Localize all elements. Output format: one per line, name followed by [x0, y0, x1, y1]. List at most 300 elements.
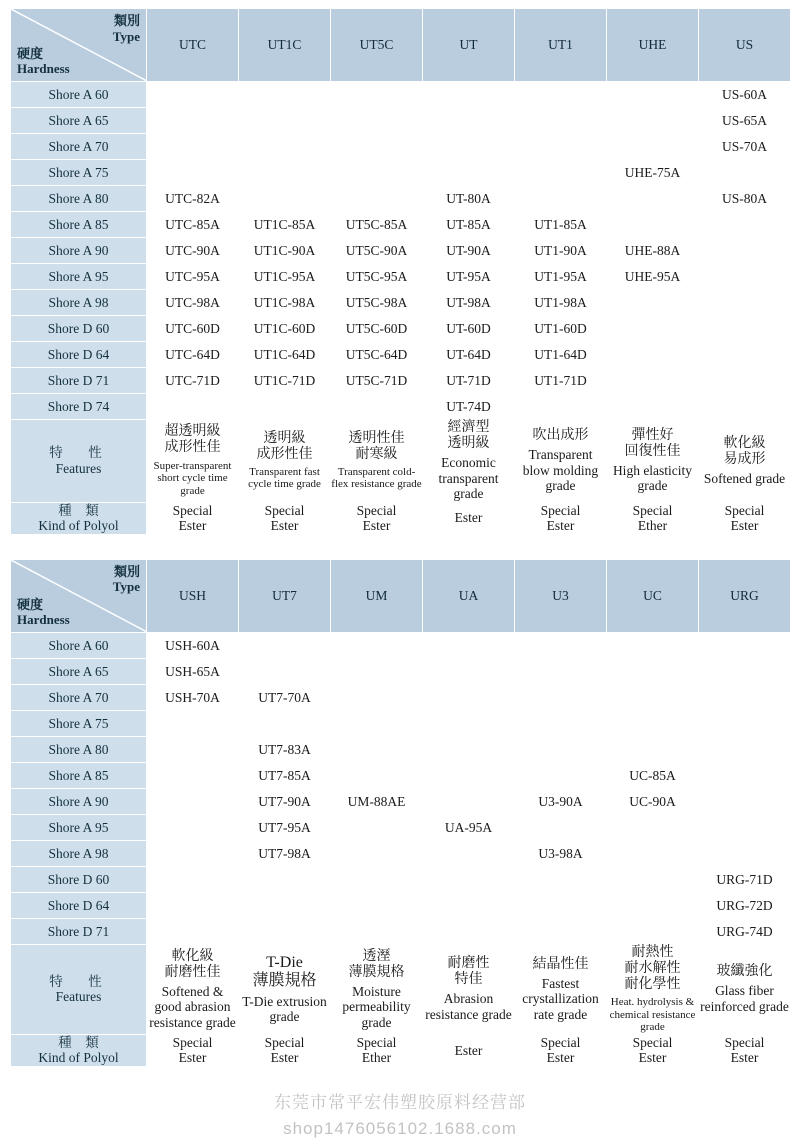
column-header-utc: UTC	[147, 9, 239, 82]
feature-cell	[147, 944, 239, 1034]
corner-type-label	[113, 564, 140, 595]
feature-text-en: Glass fiber reinforced grade	[700, 983, 789, 1014]
hardness-label: Shore D 60	[11, 866, 147, 892]
grade-cell	[331, 186, 423, 212]
kind-cell: Special Ether	[331, 1034, 423, 1066]
hardness-label: Shore A 65	[11, 658, 147, 684]
grade-cell: UT1-85A	[515, 212, 607, 238]
table-row	[11, 212, 791, 238]
column-header-urg: URG	[699, 559, 791, 632]
grade-cell	[331, 82, 423, 108]
grade-cell: US-65A	[699, 108, 791, 134]
grade-cell	[515, 892, 607, 918]
feature-cell	[331, 420, 423, 503]
grade-cell	[239, 160, 331, 186]
table-row	[11, 394, 791, 420]
feature-cell	[331, 944, 423, 1034]
grade-cell	[147, 160, 239, 186]
corner-hardness-label	[17, 46, 70, 77]
grade-cell	[423, 736, 515, 762]
header-corner-cell	[11, 559, 147, 632]
table-row	[11, 788, 791, 814]
feature-text-cn: 耐磨性 特佳	[447, 956, 490, 988]
grade-cell: UT7-85A	[239, 762, 331, 788]
grade-cell	[699, 394, 791, 420]
grade-cell: U3-98A	[515, 840, 607, 866]
kind-cell: Special Ester	[331, 502, 423, 534]
grade-cell	[423, 160, 515, 186]
feature-cell	[423, 944, 515, 1034]
grade-cell	[515, 82, 607, 108]
column-header-um: UM	[331, 559, 423, 632]
table-row	[11, 710, 791, 736]
table-row	[11, 866, 791, 892]
features-label-en: Features	[55, 460, 102, 476]
corner-hardness-cn: 硬度	[17, 596, 44, 612]
hardness-label: Shore A 85	[11, 212, 147, 238]
grade-cell: UT1C-90A	[239, 238, 331, 264]
corner-inner	[11, 560, 146, 632]
kind-label-cn: 種 類	[58, 1034, 99, 1050]
grade-cell	[699, 212, 791, 238]
feature-cell	[607, 420, 699, 503]
feature-cell	[515, 420, 607, 503]
kind-cell: Special Ester	[699, 1034, 791, 1066]
grade-cell	[423, 134, 515, 160]
features-label	[11, 944, 147, 1034]
kind-cell: Special Ether	[607, 502, 699, 534]
hardness-label: Shore A 65	[11, 108, 147, 134]
kind-cell: Special Ester	[515, 1034, 607, 1066]
grade-cell	[515, 710, 607, 736]
grade-cell	[515, 736, 607, 762]
grade-cell	[699, 762, 791, 788]
grade-cell	[607, 316, 699, 342]
grade-cell	[331, 684, 423, 710]
grade-cell: UT1-64D	[515, 342, 607, 368]
grade-cell	[239, 632, 331, 658]
grade-cell: UT-80A	[423, 186, 515, 212]
corner-hardness-label	[17, 597, 70, 628]
grade-cell: UT1-98A	[515, 290, 607, 316]
grade-cell	[515, 658, 607, 684]
grade-cell	[607, 212, 699, 238]
grade-cell	[699, 316, 791, 342]
grade-cell: UT5C-71D	[331, 368, 423, 394]
corner-hardness-en: Hardness	[17, 612, 70, 628]
watermark-line-1: 东莞市常平宏伟塑胶原料经营部	[274, 1093, 526, 1112]
grade-cell: UT7-98A	[239, 840, 331, 866]
grade-cell: UT5C-60D	[331, 316, 423, 342]
table-row	[11, 134, 791, 160]
grade-cell	[331, 892, 423, 918]
grade-cell	[423, 632, 515, 658]
grade-cell	[147, 814, 239, 840]
grade-cell: UT5C-90A	[331, 238, 423, 264]
grade-cell	[147, 394, 239, 420]
grade-cell	[699, 684, 791, 710]
feature-cell	[239, 420, 331, 503]
grade-cell: UT-74D	[423, 394, 515, 420]
grade-cell: UT1C-85A	[239, 212, 331, 238]
grade-cell: UC-90A	[607, 788, 699, 814]
grade-cell	[331, 762, 423, 788]
hardness-label: Shore A 60	[11, 82, 147, 108]
grade-cell: UT1C-64D	[239, 342, 331, 368]
grade-cell	[423, 684, 515, 710]
feature-text-en: T-Die extrusion grade	[242, 993, 327, 1025]
corner-type-label	[113, 13, 140, 44]
grade-cell: U3-90A	[515, 788, 607, 814]
column-header-ush: USH	[147, 559, 239, 632]
grade-cell: UT5C-64D	[331, 342, 423, 368]
table-row	[11, 316, 791, 342]
table-row	[11, 238, 791, 264]
grade-cell	[607, 658, 699, 684]
kind-label-en: Kind of Polyol	[38, 1050, 119, 1066]
header-row	[11, 9, 791, 82]
corner-hardness-cn: 硬度	[17, 45, 44, 61]
grade-cell: US-60A	[699, 82, 791, 108]
corner-inner	[11, 9, 146, 81]
grade-cell	[607, 684, 699, 710]
table-row	[11, 108, 791, 134]
grade-cell: UTC-95A	[147, 264, 239, 290]
grade-cell	[607, 368, 699, 394]
table-row	[11, 684, 791, 710]
grade-cell	[239, 108, 331, 134]
hardness-label: Shore A 75	[11, 160, 147, 186]
feature-text-en: Transparent fast cycle time grade	[248, 465, 321, 491]
grade-cell	[607, 342, 699, 368]
table-row	[11, 264, 791, 290]
corner-type-cn: 類別	[113, 13, 140, 28]
grade-cell	[147, 108, 239, 134]
grade-cell	[515, 394, 607, 420]
grade-cell	[699, 238, 791, 264]
grade-cell: UT1-71D	[515, 368, 607, 394]
grade-cell: UT1C-71D	[239, 368, 331, 394]
grade-cell: UT7-90A	[239, 788, 331, 814]
kind-row	[11, 502, 791, 534]
table-row	[11, 840, 791, 866]
grade-cell: UTC-82A	[147, 186, 239, 212]
grade-cell: UTC-98A	[147, 290, 239, 316]
column-header-uc: UC	[607, 559, 699, 632]
grade-cell: UT-90A	[423, 238, 515, 264]
hardness-label: Shore D 60	[11, 316, 147, 342]
grade-cell	[239, 918, 331, 944]
feature-text-cn: 玻纖強化	[716, 964, 773, 980]
grade-cell	[331, 134, 423, 160]
grade-cell	[699, 840, 791, 866]
column-header-ua: UA	[423, 559, 515, 632]
grade-cell	[331, 918, 423, 944]
grade-cell: UT-60D	[423, 316, 515, 342]
grade-cell	[239, 866, 331, 892]
feature-text-en: Moisture permeability grade	[342, 983, 411, 1030]
feature-text-en: High elasticity grade	[612, 462, 693, 494]
table-row	[11, 918, 791, 944]
grade-cell	[699, 814, 791, 840]
kind-label-cn: 種 類	[58, 502, 99, 518]
hardness-label: Shore D 64	[11, 892, 147, 918]
corner-type-cn: 類別	[113, 563, 140, 579]
column-header-us: US	[699, 9, 791, 82]
grade-cell	[699, 290, 791, 316]
hardness-label: Shore A 95	[11, 814, 147, 840]
grade-cell: USH-60A	[147, 632, 239, 658]
grade-cell	[147, 710, 239, 736]
features-label-cn: 特 性	[49, 973, 108, 989]
grade-cell: UA-95A	[423, 814, 515, 840]
hardness-label: Shore A 95	[11, 264, 147, 290]
hardness-label: Shore A 80	[11, 736, 147, 762]
column-header-ut1c: UT1C	[239, 9, 331, 82]
grade-cell: UT7-83A	[239, 736, 331, 762]
watermark	[0, 1090, 800, 1141]
hardness-label: Shore A 70	[11, 134, 147, 160]
table-row	[11, 290, 791, 316]
kind-label	[11, 502, 147, 534]
grade-cell: UHE-75A	[607, 160, 699, 186]
grade-cell	[147, 892, 239, 918]
grade-cell	[423, 658, 515, 684]
feature-cell	[423, 420, 515, 503]
header-corner-cell	[11, 9, 147, 82]
grade-cell: UTC-64D	[147, 342, 239, 368]
kind-cell: Ester	[423, 1034, 515, 1066]
corner-type-en: Type	[112, 28, 140, 44]
grade-cell	[515, 108, 607, 134]
feature-text-cn: 彈性好 回復性佳	[624, 427, 681, 459]
grade-cell: UT1-90A	[515, 238, 607, 264]
feature-text-en: Fastest crystallization rate grade	[522, 975, 599, 1022]
grade-cell	[607, 918, 699, 944]
feature-text-cn: 結晶性佳	[532, 956, 589, 972]
table-row	[11, 160, 791, 186]
feature-text-en: Softened grade	[703, 470, 786, 486]
grade-cell: UTC-60D	[147, 316, 239, 342]
grade-cell: URG-72D	[699, 892, 791, 918]
features-label-cn: 特 性	[49, 445, 108, 461]
spec-table	[10, 8, 791, 535]
spec-table	[10, 559, 791, 1067]
grade-cell: UT5C-95A	[331, 264, 423, 290]
feature-text-cn: 透明級 成形性佳	[256, 430, 313, 462]
feature-text-cn: 經濟型 透明級	[447, 420, 490, 452]
grade-cell	[331, 814, 423, 840]
grade-cell	[239, 658, 331, 684]
grade-cell: UT-71D	[423, 368, 515, 394]
feature-text-cn: 透明性佳 耐寒級	[348, 430, 405, 462]
kind-cell: Ester	[423, 502, 515, 534]
grade-cell	[331, 710, 423, 736]
grade-cell: UT5C-98A	[331, 290, 423, 316]
grade-cell	[423, 788, 515, 814]
hardness-label: Shore A 85	[11, 762, 147, 788]
hardness-label: Shore D 71	[11, 918, 147, 944]
table-row	[11, 814, 791, 840]
feature-cell	[699, 944, 791, 1034]
grade-cell	[423, 840, 515, 866]
grade-cell: URG-74D	[699, 918, 791, 944]
feature-text-cn: 耐熱性 耐水解性 耐化學性	[624, 944, 681, 992]
grade-cell	[699, 342, 791, 368]
grade-cell: UT-95A	[423, 264, 515, 290]
grade-cell	[699, 788, 791, 814]
grade-cell	[607, 134, 699, 160]
corner-hardness-en: Hardness	[17, 61, 70, 77]
grade-cell	[331, 736, 423, 762]
grade-cell	[515, 160, 607, 186]
grade-cell	[607, 710, 699, 736]
table-row	[11, 82, 791, 108]
feature-text-en: Softened & good abrasion resistance grade	[149, 983, 236, 1030]
grade-cell	[515, 134, 607, 160]
grade-cell	[515, 814, 607, 840]
grade-cell: UT1C-98A	[239, 290, 331, 316]
grade-cell	[699, 710, 791, 736]
grade-cell: UT1-95A	[515, 264, 607, 290]
feature-text-cn: 吹出成形	[532, 428, 589, 444]
grade-cell	[699, 632, 791, 658]
grade-cell: UHE-95A	[607, 264, 699, 290]
feature-cell	[515, 944, 607, 1034]
table-row	[11, 762, 791, 788]
kind-cell: Special Ester	[147, 502, 239, 534]
feature-text-cn: T-Die 薄膜規格	[252, 953, 317, 990]
kind-cell: Special Ester	[239, 1034, 331, 1066]
hardness-label: Shore A 90	[11, 788, 147, 814]
grade-cell: USH-65A	[147, 658, 239, 684]
features-label	[11, 420, 147, 503]
grade-cell	[607, 632, 699, 658]
feature-cell	[607, 944, 699, 1034]
column-header-ut: UT	[423, 9, 515, 82]
grade-cell	[331, 160, 423, 186]
grade-cell	[147, 788, 239, 814]
header-row	[11, 559, 791, 632]
hardness-label: Shore D 71	[11, 368, 147, 394]
grade-cell	[423, 918, 515, 944]
hardness-label: Shore A 98	[11, 290, 147, 316]
grade-cell: US-70A	[699, 134, 791, 160]
table-row	[11, 736, 791, 762]
grade-cell	[423, 82, 515, 108]
feature-text-en: Transparent cold-flex resistance grade	[331, 465, 422, 491]
table-row	[11, 342, 791, 368]
grade-cell	[423, 762, 515, 788]
kind-label	[11, 1034, 147, 1066]
grade-cell	[607, 736, 699, 762]
grade-cell: UT1C-60D	[239, 316, 331, 342]
grade-cell: UTC-90A	[147, 238, 239, 264]
feature-cell	[699, 420, 791, 503]
grade-cell	[331, 840, 423, 866]
grade-cell	[699, 658, 791, 684]
features-row	[11, 944, 791, 1034]
grade-cell: UT7-70A	[239, 684, 331, 710]
grade-cell: UM-88AE	[331, 788, 423, 814]
grade-cell	[607, 290, 699, 316]
grade-cell	[239, 394, 331, 420]
grade-cell	[515, 684, 607, 710]
hardness-label: Shore D 64	[11, 342, 147, 368]
feature-text-en: Economic transparent grade	[438, 455, 499, 502]
grade-cell	[331, 658, 423, 684]
grade-cell	[147, 762, 239, 788]
table-row	[11, 892, 791, 918]
kind-cell: Special Ester	[515, 502, 607, 534]
grade-cell: UT-85A	[423, 212, 515, 238]
hardness-label: Shore A 90	[11, 238, 147, 264]
grade-cell	[239, 82, 331, 108]
grade-cell	[423, 710, 515, 736]
grade-cell	[699, 736, 791, 762]
feature-text-en: Transparent blow molding grade	[522, 447, 599, 494]
grade-cell	[423, 108, 515, 134]
corner-type-en: Type	[112, 579, 140, 595]
grade-cell	[607, 186, 699, 212]
feature-text-en: Super-transparent short cycle time grade	[153, 459, 232, 497]
grade-cell	[147, 918, 239, 944]
grade-cell	[423, 892, 515, 918]
grade-cell: UT1-60D	[515, 316, 607, 342]
table-row	[11, 632, 791, 658]
grade-cell	[607, 840, 699, 866]
table-row	[11, 186, 791, 212]
grade-cell: UHE-88A	[607, 238, 699, 264]
grade-cell	[699, 368, 791, 394]
kind-cell: Special Ester	[607, 1034, 699, 1066]
kind-cell: Special Ester	[147, 1034, 239, 1066]
grade-cell: UT-98A	[423, 290, 515, 316]
hardness-label: Shore A 75	[11, 710, 147, 736]
kind-cell: Special Ester	[239, 502, 331, 534]
grade-cell	[699, 264, 791, 290]
column-header-ut5c: UT5C	[331, 9, 423, 82]
grade-cell	[515, 186, 607, 212]
kind-row	[11, 1034, 791, 1066]
column-header-u3: U3	[515, 559, 607, 632]
feature-text-cn: 透溼 薄膜規格	[348, 948, 405, 980]
tables-container	[10, 8, 790, 1067]
table-row	[11, 368, 791, 394]
grade-cell	[607, 892, 699, 918]
table-row	[11, 658, 791, 684]
column-header-ut1: UT1	[515, 9, 607, 82]
column-header-uhe: UHE	[607, 9, 699, 82]
column-header-ut7: UT7	[239, 559, 331, 632]
grade-cell: UT-64D	[423, 342, 515, 368]
grade-cell	[147, 82, 239, 108]
grade-cell	[699, 160, 791, 186]
hardness-label: Shore A 70	[11, 684, 147, 710]
grade-cell: URG-71D	[699, 866, 791, 892]
grade-cell	[147, 736, 239, 762]
grade-cell: UT5C-85A	[331, 212, 423, 238]
grade-cell: UTC-85A	[147, 212, 239, 238]
kind-cell: Special Ester	[699, 502, 791, 534]
grade-cell	[239, 134, 331, 160]
feature-text-en: Heat. hydrolysis & chemical resistance grade	[609, 996, 696, 1034]
grade-cell	[239, 710, 331, 736]
grade-cell	[607, 82, 699, 108]
grade-cell	[147, 840, 239, 866]
grade-cell	[331, 108, 423, 134]
watermark-line-2: shop1476056102.1688.com	[283, 1118, 517, 1138]
